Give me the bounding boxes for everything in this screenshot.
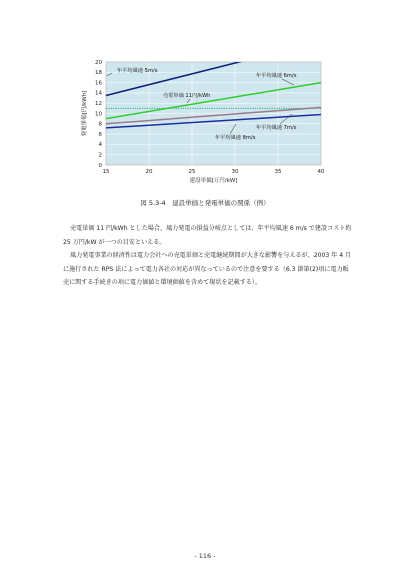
y-axis-label: 発電単価[円/kWh] xyxy=(82,90,88,137)
x-tick-label: 15 xyxy=(102,169,110,175)
x-tick-label: 25 xyxy=(188,169,196,175)
body-text xyxy=(63,222,353,290)
figure-caption: 図 5.3-4 建設単価と発電単価の関係（例） xyxy=(140,199,270,207)
y-tick-label: 2 xyxy=(98,152,102,159)
series-label: 年平均風速 6m/s xyxy=(256,73,297,79)
y-tick-label: 6 xyxy=(98,131,102,138)
series-label: 年平均風速 7m/s xyxy=(256,125,297,131)
y-tick-label: 16 xyxy=(95,80,102,87)
y-tick-label: 4 xyxy=(98,142,102,149)
chart-svg xyxy=(60,52,340,192)
y-tick-label: 12 xyxy=(95,101,102,107)
paragraph-1: 売電単価 11 円/kWh とした場合、風力発電の損益分岐点としては、年平均風速 6 m/s で建設コスト約 25 万円/kW が一つの目安といえる。 xyxy=(63,225,352,246)
x-tick-label: 20 xyxy=(145,169,153,175)
x-tick-label: 30 xyxy=(231,169,239,175)
y-tick-label: 14 xyxy=(95,90,102,97)
series-label: 売電単価 11円/kWh xyxy=(163,93,211,99)
x-tick-label: 35 xyxy=(274,169,282,175)
paragraph-2: 風力発電事業の経済性は電力会社への売電単価と売電継続期間が大きな影響を与えるが、2003 年 4 月に施行された RPS 法によって電力各社の対応が異なっているので注意を要する（6.3 節第(2)項に電力販売に関する手続きの項に電力価値と環境価値を含めて現状を記載する）。 xyxy=(63,252,352,287)
series-label: 年平均風速 5m/s xyxy=(117,68,158,74)
y-tick-label: 0 xyxy=(98,162,102,169)
y-tick-label: 20 xyxy=(95,59,102,66)
y-tick-label: 8 xyxy=(98,121,102,128)
y-tick-label: 18 xyxy=(95,70,102,77)
y-tick-label: 10 xyxy=(95,111,102,118)
page-number: - 116 - xyxy=(194,552,216,560)
series-label: 年平均風速 8m/s xyxy=(215,135,256,141)
chart xyxy=(60,52,340,192)
x-tick-label: 40 xyxy=(317,169,325,175)
x-axis-label: 建設単価[万円/kW] xyxy=(189,178,238,184)
